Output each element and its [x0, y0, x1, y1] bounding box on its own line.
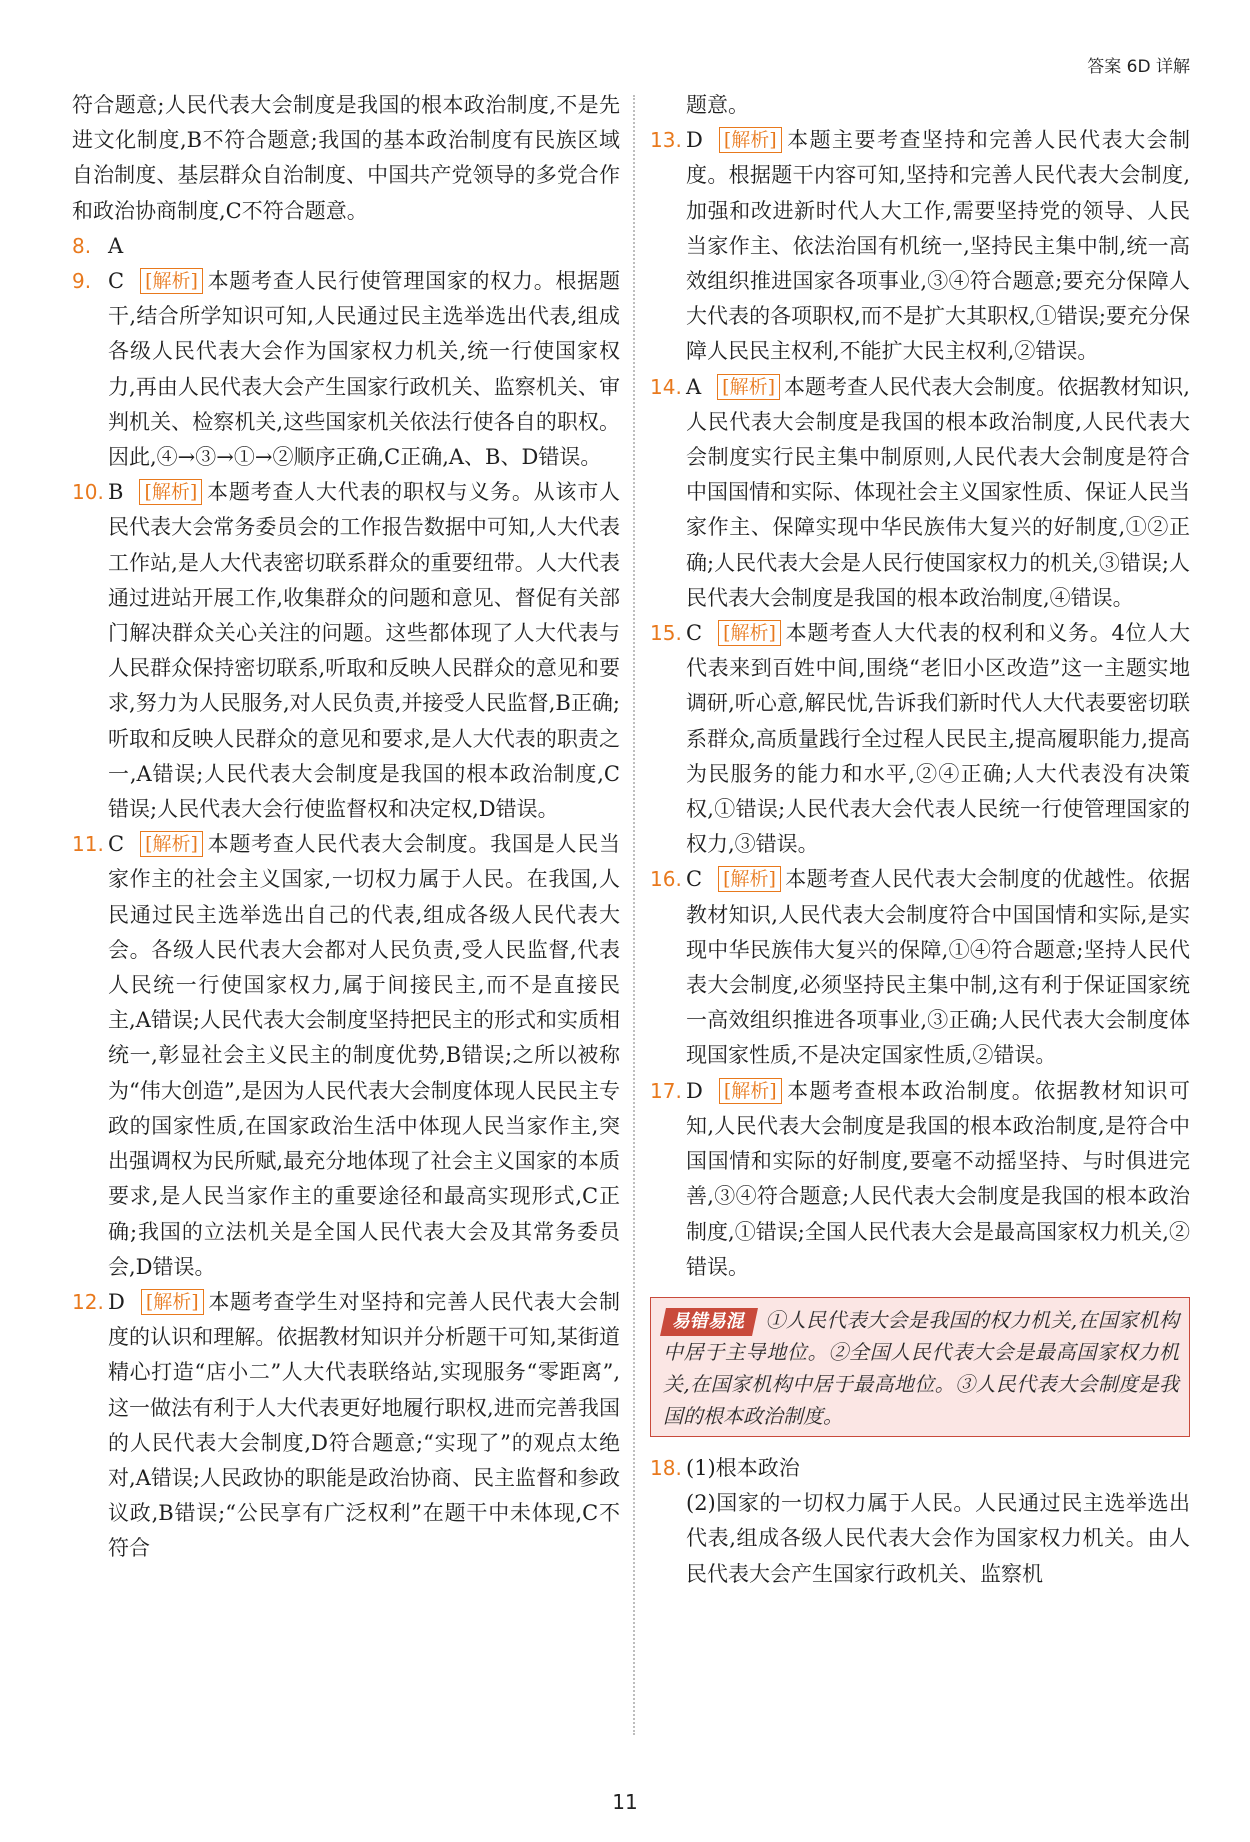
common-mistakes-box: [650, 1297, 1190, 1437]
answer-letter: B: [108, 480, 124, 505]
column-divider: [633, 95, 635, 1735]
answer-item-16: [650, 862, 1190, 1073]
analysis-text: 本题考查人大代表的职权与义务。从该市人民代表大会常务委员会的工作报告数据中可知,人大代表工作站,是人大代表密切联系群众的重要纽带。人大代表通过进站开展工作,收集群众的问题和意见、督促有关部门解决群众关心关注的问题。这些都体现了人大代表与人民群众保持密切联系,听取和反映人民群众的意见和要求,努力为人民服务,对人民负责,并接受人民监督,B正确;听取和反映人民群众的意见和要求,是人大代表的职责之一,A错误;人民代表大会制度是我国的根本政治制度,C错误;人民代表大会行使监督权和决定权,D错误。: [108, 480, 620, 822]
answer-item-10: [72, 475, 620, 827]
continued-paragraph: 符合题意;人民代表大会制度是我国的根本政治制度,不是先进文化制度,B不符合题意;我国的基本政治制度有民族区域自治制度、基层群众自治制度、中国共产党领导的多党合作和政治协商制度,C不符合题意。: [72, 93, 620, 223]
analysis-text: 本题考查人民代表大会制度的优越性。依据教材知识,人民代表大会制度符合中国国情和实际,是实现中华民族伟大复兴的保障,①④符合题意;坚持人民代表大会制度,必须坚持民主集中制,这有利于保证国家统一高效组织推进各项事业,③正确;人民代表大会制度体现国家性质,不是决定国家性质,②错误。: [686, 867, 1190, 1068]
analysis-text: 本题考查人民行使管理国家的权力。根据题干,结合所学知识可知,人民通过民主选举选出代表,组成各级人民代表大会作为国家权力机关,统一行使国家权力,再由人民代表大会产生国家行政机关、监察机关、审判机关、检察机关,这些国家机关依法行使各自的职权。因此,④→③→①→②顺序正确,C正确,A、B、D错误。: [108, 269, 620, 470]
question-number: 12.: [72, 1289, 104, 1314]
question-number: 17.: [650, 1078, 682, 1103]
analysis-text: 本题主要考查坚持和完善人民代表大会制度。根据题干内容可知,坚持和完善人民代表大会制度,加强和改进新时代人大工作,需要坚持党的领导、人民当家作主、依法治国有机统一,坚持民主集中制,统一高效组织推进国家各项事业,③④符合题意;要充分保障人大代表的各项职权,而不是扩大其职权,①错误;要充分保障人民民主权利,不能扩大民主权利,②错误。: [686, 128, 1190, 364]
analysis-tag: [解析]: [719, 1078, 782, 1104]
answer-letter: A: [686, 374, 702, 399]
question-number: 9.: [72, 269, 92, 294]
question-number: 16.: [650, 867, 682, 892]
analysis-text: 本题考查人民代表大会制度。依据教材知识,人民代表大会制度是我国的根本政治制度,人民代表大会制度实行民主集中制原则,人民代表大会制度是符合中国国情和实际、体现社会主义国家性质、保证人民当家作主、保障实现中华民族伟大复兴的好制度,①②正确;人民代表大会是人民行使国家权力的机关,③错误;人民代表大会制度是我国的根本政治制度,④错误。: [686, 374, 1190, 610]
continued-paragraph: 题意。: [686, 93, 749, 117]
answer-letter: C: [108, 832, 125, 857]
question-number: 15.: [650, 621, 682, 646]
answer-item-11: [72, 827, 620, 1285]
page-header: 答案 6D 详解: [1087, 57, 1190, 77]
answer-item-9: [72, 264, 620, 475]
analysis-tag: [解析]: [139, 479, 202, 505]
question-number: 18.: [650, 1455, 682, 1480]
left-column: [72, 88, 620, 1567]
analysis-tag: [解析]: [141, 1289, 204, 1315]
analysis-tag: [解析]: [718, 866, 781, 892]
analysis-tag: [解析]: [719, 127, 782, 153]
page-number: 11: [612, 1790, 638, 1814]
answer-item-15: [650, 616, 1190, 862]
answer-letter: C: [686, 867, 703, 892]
analysis-text: 本题考查人民代表大会制度。我国是人民当家作主的社会主义国家,一切权力属于人民。在我国,人民通过民主选举选出自己的代表,组成各级人民代表大会。各级人民代表大会都对人民负责,受人民监督,代表人民统一行使国家权力,属于间接民主,而不是直接民主,A错误;人民代表大会制度坚持把民主的形式和实质相统一,彰显社会主义民主的制度优势,B错误;之所以被称为“伟大创造”,是因为人民代表大会制度体现人民民主专政的国家性质,在国家政治生活中体现人民当家作主,突出强调权为民所赋,最充分地体现了社会主义国家的本质要求,是人民当家作主的重要途径和最高实现形式,C正确;我国的立法机关是全国人民代表大会及其常务委员会,D错误。: [108, 832, 620, 1279]
answer-part-1: (1)根本政治: [686, 1455, 800, 1480]
analysis-tag: [解析]: [718, 620, 781, 646]
analysis-tag: [解析]: [140, 268, 203, 294]
answer-item-8: [72, 229, 620, 264]
question-number: 13.: [650, 128, 682, 153]
answer-letter: D: [686, 128, 703, 153]
answer-item-12: [72, 1285, 620, 1567]
analysis-text: 本题考查人大代表的权利和义务。4位人大代表来到百姓中间,围绕“老旧小区改造”这一主题实地调研,听心意,解民忧,告诉我们新时代人大代表要密切联系群众,高质量践行全过程人民民主,提高履职能力,提高为民服务的能力和水平,②④正确;人大代表没有决策权,①错误;人民代表大会代表人民统一行使管理国家的权力,③错误。: [686, 621, 1190, 857]
answer-letter: A: [108, 233, 124, 258]
question-number: 14.: [650, 374, 682, 399]
answer-letter: D: [686, 1078, 703, 1103]
analysis-tag: [解析]: [140, 831, 203, 857]
common-mistakes-label: 易错易混: [660, 1308, 758, 1336]
answer-part-2: (2)国家的一切权力属于人民。人民通过民主选举选出代表,组成各级人民代表大会作为国家权力机关。由人民代表大会产生国家行政机关、监察机: [686, 1491, 1190, 1586]
answer-letter: C: [108, 269, 125, 294]
common-mistakes-text: ①人民代表大会是我国的权力机关,在国家机构中居于主导地位。②全国人民代表大会是最高国家权力机关,在国家机构中居于最高地位。③人民代表大会制度是我国的根本政治制度。: [663, 1307, 1179, 1428]
analysis-text: 本题考查学生对坚持和完善人民代表大会制度的认识和理解。依据教材知识并分析题干可知,某街道精心打造“店小二”人大代表联络站,实现服务“零距离”,这一做法有利于人大代表更好地履行职权,进而完善我国的人民代表大会制度,D符合题意;“实现了”的观点太绝对,A错误;人民政协的职能是政治协商、民主监督和参政议政,B错误;“公民享有广泛权利”在题干中未体现,C不符合: [108, 1289, 620, 1561]
question-number: 8.: [72, 233, 92, 258]
right-column: [650, 88, 1190, 1592]
answer-item-18: [650, 1451, 1190, 1486]
answer-item-14: [650, 370, 1190, 616]
answer-item-13: [650, 123, 1190, 369]
analysis-text: 本题考查根本政治制度。依据教材知识可知,人民代表大会制度是我国的根本政治制度,是符合中国国情和实际的好制度,要毫不动摇坚持、与时俱进完善,③④符合题意;人民代表大会制度是我国的根本政治制度,①错误;全国人民代表大会是最高国家权力机关,②错误。: [686, 1078, 1190, 1279]
answer-item-17: [650, 1074, 1190, 1285]
answer-letter: D: [108, 1289, 125, 1314]
answer-letter: C: [686, 621, 703, 646]
question-number: 11.: [72, 832, 104, 857]
analysis-tag: [解析]: [717, 374, 780, 400]
question-number: 10.: [72, 480, 104, 505]
